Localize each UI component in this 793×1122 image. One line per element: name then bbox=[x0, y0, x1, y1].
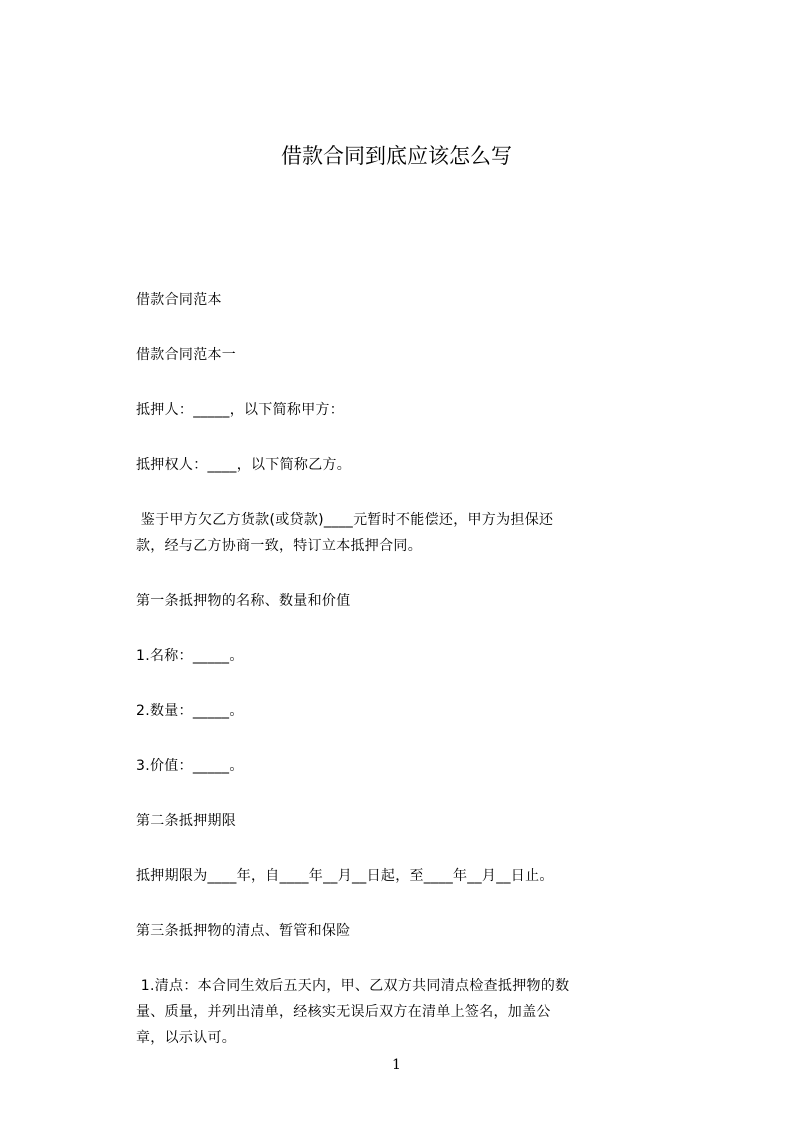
paragraph-mortgagee: 抵押权人：____，以下简称乙方。 bbox=[136, 457, 352, 473]
paragraph-item-name: 1.名称：_____。 bbox=[136, 648, 244, 664]
page-number: 1 bbox=[392, 1057, 401, 1073]
paragraph-heading-template: 借款合同范本 bbox=[136, 292, 222, 308]
paragraph-preamble: 鉴于甲方欠乙方货款(或贷款)____元暂时不能偿还，甲方为担保还款，经与乙方协商一致，特订立本抵押合同。 bbox=[136, 512, 554, 554]
paragraph-item-quantity: 2.数量：_____。 bbox=[136, 703, 244, 719]
paragraph-article-one: 第一条抵押物的名称、数量和价值 bbox=[136, 593, 351, 609]
paragraph-template-one: 借款合同范本一 bbox=[136, 347, 237, 363]
paragraph-inventory: 1.清点：本合同生效后五天内，甲、乙双方共同清点检查抵押物的数量、质量，并列出清单，经核实无误后双方在清单上签名，加盖公章，以示认可。 bbox=[136, 978, 570, 1046]
document-title: 借款合同到底应该怎么写 bbox=[281, 144, 512, 168]
paragraph-mortgagor: 抵押人：_____，以下简称甲方： bbox=[136, 402, 345, 418]
paragraph-article-two: 第二条抵押期限 bbox=[136, 813, 237, 829]
document-body bbox=[136, 287, 706, 1080]
paragraph-article-three: 第三条抵押物的清点、暂管和保险 bbox=[136, 923, 351, 939]
paragraph-term: 抵押期限为____年，自____年__月__日起，至____年__月__日止。 bbox=[136, 868, 554, 884]
paragraph-item-value: 3.价值：_____。 bbox=[136, 758, 244, 774]
